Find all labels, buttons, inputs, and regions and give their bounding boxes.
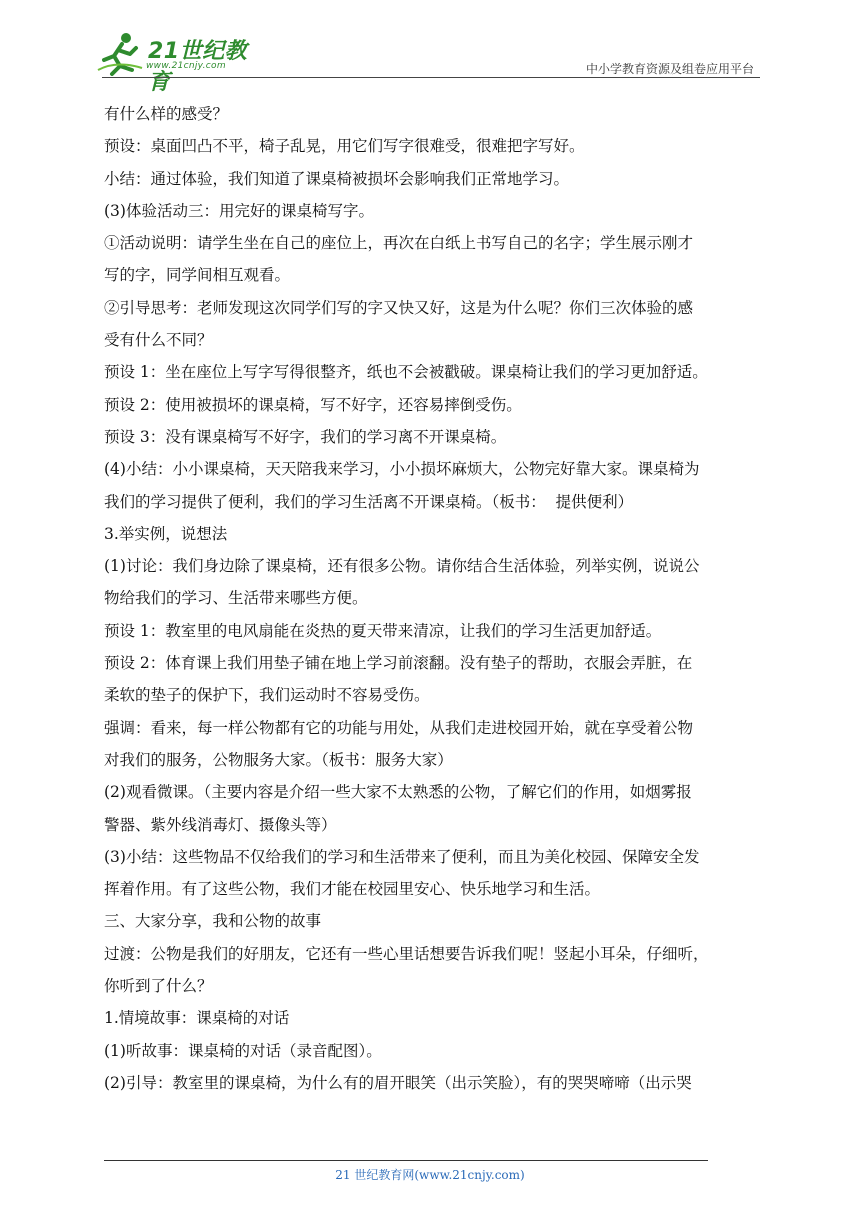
text-line: 预设 1：坐在座位上写字写得很整齐，纸也不会被戳破。课桌椅让我们的学习更加舒适。 <box>104 363 708 382</box>
text-line: 柔软的垫子的保护下，我们运动时不容易受伤。 <box>104 686 430 705</box>
text-line: 你听到了什么？ <box>104 977 213 996</box>
text-line: 我们的学习提供了便利，我们的学习生活离不开课桌椅。（板书： 提供便利） <box>104 492 634 511</box>
text-line: 写的字，同学间相互观看。 <box>104 266 291 285</box>
text-line: 预设 2：体育课上我们用垫子铺在地上学习前滚翻。没有垫子的帮助，衣服会弄脏，在 <box>104 654 693 673</box>
text-line: 受有什么不同？ <box>104 331 213 350</box>
text-line: ①活动说明：请学生坐在自己的座位上，再次在白纸上书写自己的名字；学生展示刚才 <box>104 234 694 253</box>
text-line: (2)引导：教室里的课桌椅，为什么有的眉开眼笑（出示笑脸），有的哭哭啼啼（出示哭 <box>104 1073 692 1092</box>
text-line: 强调：看来，每一样公物都有它的功能与用处，从我们走进校园开始，就在享受着公物 <box>104 718 694 737</box>
text-line: 小结：通过体验，我们知道了课桌椅被损坏会影响我们正常地学习。 <box>104 169 570 188</box>
runner-logo-icon <box>96 30 148 76</box>
text-line: 预设 2：使用被损坏的课桌椅，写不好字，还容易摔倒受伤。 <box>104 395 522 414</box>
text-line: 有什么样的感受？ <box>104 105 229 123</box>
text-line: 1.情境故事：课桌椅的对话 <box>104 1009 290 1028</box>
text-line: 警器、紫外线消毒灯、摄像头等） <box>104 815 337 834</box>
text-line: (4)小结：小小课桌椅，天天陪我来学习，小小损坏麻烦大，公物完好靠大家。课桌椅为 <box>104 460 700 479</box>
text-line: (3)体验活动三：用完好的课桌椅写字。 <box>104 201 374 220</box>
logo-url: www.21cnjy.com <box>146 61 226 71</box>
footer-divider <box>104 1160 708 1161</box>
footer-link[interactable]: 21 世纪教育网(www.21cnjy.com) <box>335 1168 525 1182</box>
logo <box>96 30 266 95</box>
text-line: 对我们的服务，公物服务大家。（板书：服务大家） <box>104 750 453 769</box>
text-line: 预设 1：教室里的电风扇能在炎热的夏天带来清凉，让我们的学习生活更加舒适。 <box>104 621 662 640</box>
text-line: 预设 3：没有课桌椅写不好字，我们的学习离不开课桌椅。 <box>104 427 507 446</box>
text-line: 物给我们的学习、生活带来哪些方便。 <box>104 589 368 608</box>
header-divider <box>102 77 760 78</box>
page-header <box>96 30 760 95</box>
text-line: 三、大家分享，我和公物的故事 <box>104 912 322 931</box>
platform-title: 中小学教育资源及组卷应用平台 <box>585 62 754 76</box>
text-line: 3.举实例，说想法 <box>104 524 228 543</box>
text-line: (1)听故事：课桌椅的对话（录音配图）。 <box>104 1041 382 1060</box>
logo-brand: 21世纪教育 <box>148 39 248 95</box>
document-body <box>104 98 766 1099</box>
text-line: (2)观看微课。（主要内容是介绍一些大家不太熟悉的公物，了解它们的作用，如烟雾报 <box>104 783 692 802</box>
text-line: (1)讨论：我们身边除了课桌椅，还有很多公物。请你结合生活体验，列举实例，说说公 <box>104 557 700 576</box>
text-line: 挥着作用。有了这些公物，我们才能在校园里安心、快乐地学习和生活。 <box>104 880 601 899</box>
text-line: (3)小结：这些物品不仅给我们的学习和生活带来了便利，而且为美化校园、保障安全发 <box>104 847 700 866</box>
text-line: ②引导思考：老师发现这次同学们写的字又快又好，这是为什么呢？你们三次体验的感 <box>104 298 694 317</box>
text-line: 预设：桌面凹凸不平，椅子乱晃，用它们写字很难受，很难把字写好。 <box>104 137 585 156</box>
text-line: 过渡：公物是我们的好朋友，它还有一些心里话想要告诉我们呢！竖起小耳朵，仔细听， <box>104 944 709 963</box>
